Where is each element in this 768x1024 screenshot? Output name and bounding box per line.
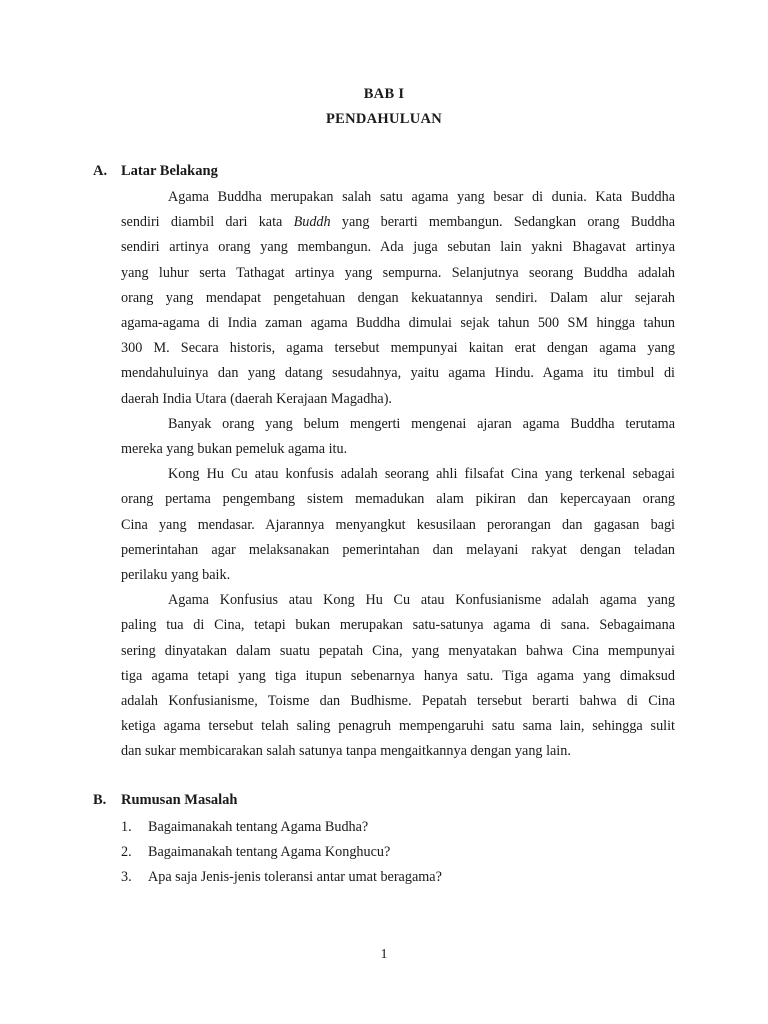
paragraph-line: daerah India Utara (daerah Kerajaan Magadha). xyxy=(121,390,392,407)
paragraph-line: 300 M. Secara historis, agama tersebut mempunyai kaitan erat dengan agama yang xyxy=(121,340,675,357)
section-letter: B. xyxy=(93,792,107,808)
latar-belakang-body xyxy=(121,185,675,765)
paragraph xyxy=(121,462,675,588)
list-item-number: 3. xyxy=(121,869,132,886)
paragraph-line: agama-agama di India zaman agama Buddha dimulai sejak tahun 500 SM hingga tahun xyxy=(121,315,675,332)
section-letter: A. xyxy=(93,163,108,179)
paragraph-line: sering dinyatakan dalam suatu pepatah Cina, yang menyatakan bahwa Cina mempunyai xyxy=(121,642,675,659)
chapter-title: PENDAHULUAN xyxy=(325,111,443,127)
list-item-text: Bagaimanakah tentang Agama Budha? xyxy=(148,819,369,835)
paragraph-line: orang yang mendapat pengetahuan dengan kekuatannya sendiri. Dalam alur sejarah xyxy=(121,289,675,306)
paragraph-line: Agama Buddha merupakan salah satu agama yang besar di dunia. Kata Buddha xyxy=(168,189,675,205)
paragraph-line: Agama Konfusius atau Kong Hu Cu atau Konfusianisme adalah agama yang xyxy=(168,592,675,609)
list-item-text: Apa saja Jenis-jenis toleransi antar umat beragama? xyxy=(148,869,442,886)
list-item xyxy=(121,840,442,865)
paragraph-line: Banyak orang yang belum mengerti mengenai ajaran agama Buddha terutama xyxy=(168,415,675,432)
section-title: Latar Belakang xyxy=(121,163,218,179)
paragraph xyxy=(121,412,675,462)
question-list xyxy=(121,815,442,891)
paragraph-line: Cina yang mendasar. Ajarannya menyangkut kesusilaan perorangan dan gagasan bagi xyxy=(121,516,675,533)
paragraph-line: yang luhur serta Tathagat artinya yang sempurna. Selanjutnya seorang Buddha adalah xyxy=(121,264,675,281)
list-item xyxy=(121,815,442,840)
paragraph-line: tiga agama tetapi yang tiga itupun sebenarnya hanya satu. Tiga agama yang dimaksud xyxy=(121,667,675,684)
list-item-text: Bagaimanakah tentang Agama Konghucu? xyxy=(148,844,391,861)
list-item-number: 1. xyxy=(121,819,132,835)
paragraph-line: sendiri diambil dari kata Buddh yang berarti membangun. Sedangkan orang Buddha xyxy=(121,214,675,231)
list-item-number: 2. xyxy=(121,844,132,861)
paragraph-line: perilaku yang baik. xyxy=(121,567,231,584)
section-heading-rumusan-masalah xyxy=(93,792,237,809)
paragraph-line: Kong Hu Cu atau konfusis adalah seorang ahli filsafat Cina yang terkenal sebagai xyxy=(168,466,675,483)
paragraph-line: mendahuluinya dan yang datang sesudahnya, yaitu agama Hindu. Agama itu timbul di xyxy=(121,365,675,382)
paragraph-line: sendiri artinya orang yang membangun. Ada juga sebutan lain yakni Bhagavat artinya xyxy=(121,239,675,256)
paragraph-line: pemerintahan agar melaksanakan pemerintahan dan melayani rakyat dengan teladan xyxy=(121,541,675,558)
paragraph xyxy=(121,588,675,764)
italic-term: Buddh xyxy=(293,214,331,231)
page-number: 1 xyxy=(380,947,388,962)
paragraph-line: orang pertama pengembang sistem memadukan alam pikiran dan kepercayaan orang xyxy=(121,491,675,508)
paragraph-line: mereka yang bukan pemeluk agama itu. xyxy=(121,441,348,458)
chapter-label: BAB I xyxy=(363,86,405,102)
paragraph xyxy=(121,185,675,412)
section-heading-latar-belakang xyxy=(93,163,218,180)
list-item xyxy=(121,865,442,890)
paragraph-line: paling tua di Cina, tetapi bukan merupakan satu-satunya agama di sana. Sebagaimana xyxy=(121,617,675,634)
paragraph-line: adalah Konfusianisme, Toisme dan Budhisme. Pepatah tersebut berarti bahwa di Cina xyxy=(121,693,675,710)
paragraph-line: ketiga agama tersebut telah saling penagruh mempengaruhi satu sama lain, sehingga sulit xyxy=(121,718,675,735)
section-title: Rumusan Masalah xyxy=(121,792,238,808)
paragraph-line: dan sukar membicarakan salah satunya tanpa mengaitkannya dengan yang lain. xyxy=(121,743,571,760)
